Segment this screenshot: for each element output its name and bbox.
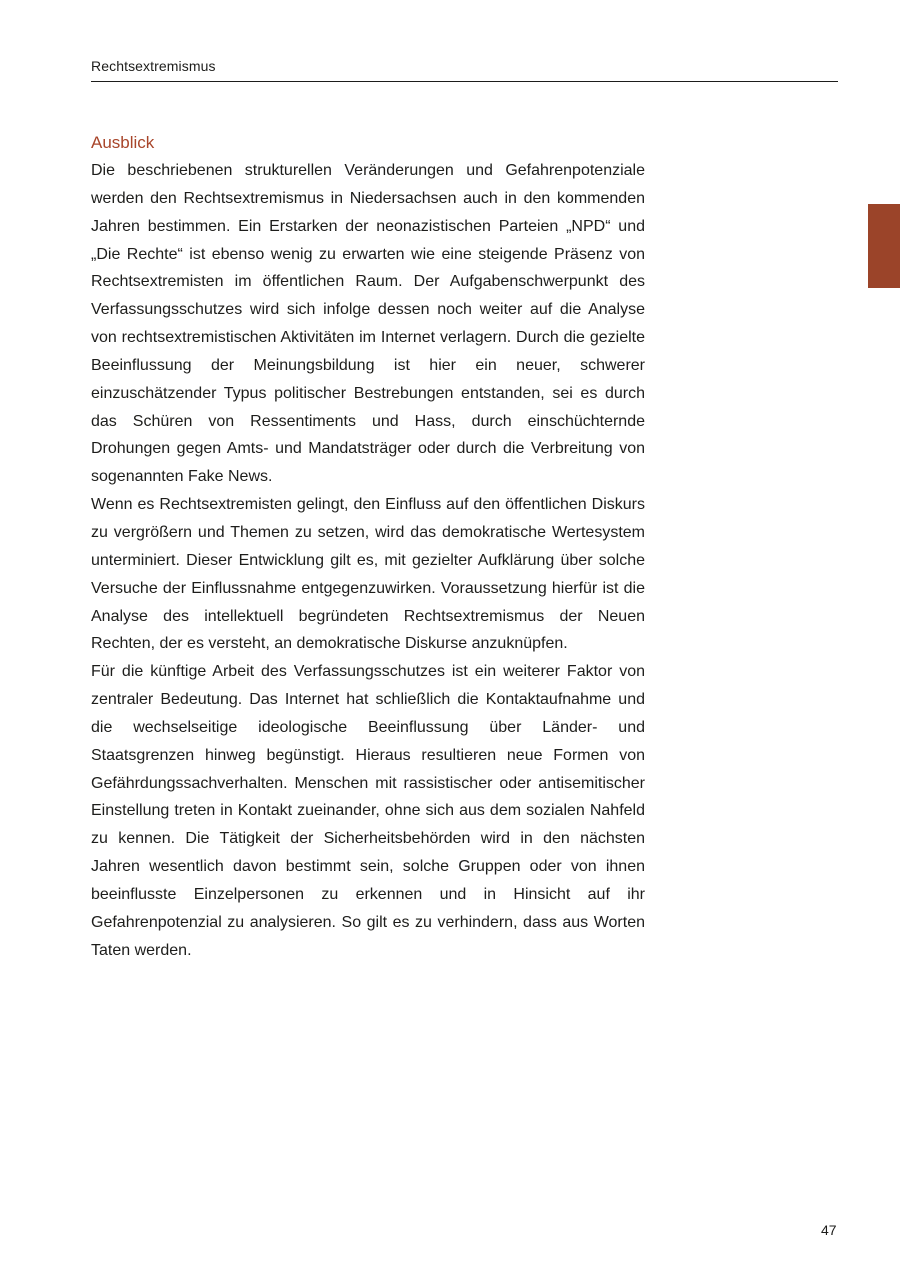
body-paragraph-2: Wenn es Rechtsextremisten gelingt, den Einfluss auf den öffentlichen Diskurs zu vergrößern und Themen zu setzen, wird das demokratische Wertesystem unterminiert. Dieser Entwicklung gilt es, mit gezielter Aufklärung über solche Versuche der Einflussnahme entgegenzuwirken. Voraussetzung hierfür ist die Analyse des intellektuell begründeten Rechtsextremismus der Neuen Rechten, der es versteht, an demokratische Diskurse anzuknüpfen. — [91, 496, 645, 653]
chapter-marker-tab — [868, 204, 900, 288]
main-content — [91, 130, 645, 964]
body-paragraph-1: Die beschriebenen strukturellen Veränderungen und Gefahrenpotenziale werden den Rechtsextremismus in Niedersachsen auch in den kommenden Jahren bestimmen. Ein Erstarken der neonazistischen Parteien „NPD“ und „Die Rechte“ ist ebenso wenig zu erwarten wie eine steigende Präsenz von Rechtsextremisten im öffentlichen Raum. Der Aufgabenschwerpunkt des Verfassungsschutzes wird sich infolge dessen noch weiter auf die Analyse von rechtsextremistischen Aktivitäten im Internet verlagern. Durch die gezielte Beeinflussung der Meinungsbildung ist hier ein neuer, schwerer einzuschätzender Typus politischer Bestrebungen entstanden, sei es durch das Schüren von Ressentiments und Hass, durch einschüchternde Drohungen gegen Amts- und Mandatsträger oder durch die Verbreitung von sogenannten Fake News. — [91, 162, 645, 486]
page-number: 47 — [821, 1222, 837, 1238]
section-heading: Ausblick — [91, 133, 155, 152]
body-paragraph-3: Für die künftige Arbeit des Verfassungsschutzes ist ein weiterer Faktor von zentraler Bedeutung. Das Internet hat schließlich die Kontaktaufnahme und die wechselseitige ideologische Beeinflussung über Länder- und Staatsgrenzen hinweg begünstigt. Hieraus resultieren neue Formen von Gefährdungssachverhalten. Menschen mit rassistischer oder antisemitischer Einstellung treten in Kontakt zueinander, ohne sich aus dem sozialen Nahfeld zu kennen. Die Tätigkeit der Sicherheitsbehörden wird in den nächsten Jahren wesentlich davon bestimmt sein, solche Gruppen oder von ihnen beeinflusste Einzelpersonen zu erkennen und in Hinsicht auf ihr Gefahrenpotenzial zu analysieren. So gilt es zu verhindern, dass aus Worten Taten werden. — [91, 663, 645, 959]
header-divider — [91, 81, 838, 82]
running-header-title: Rechtsextremismus — [91, 58, 216, 74]
